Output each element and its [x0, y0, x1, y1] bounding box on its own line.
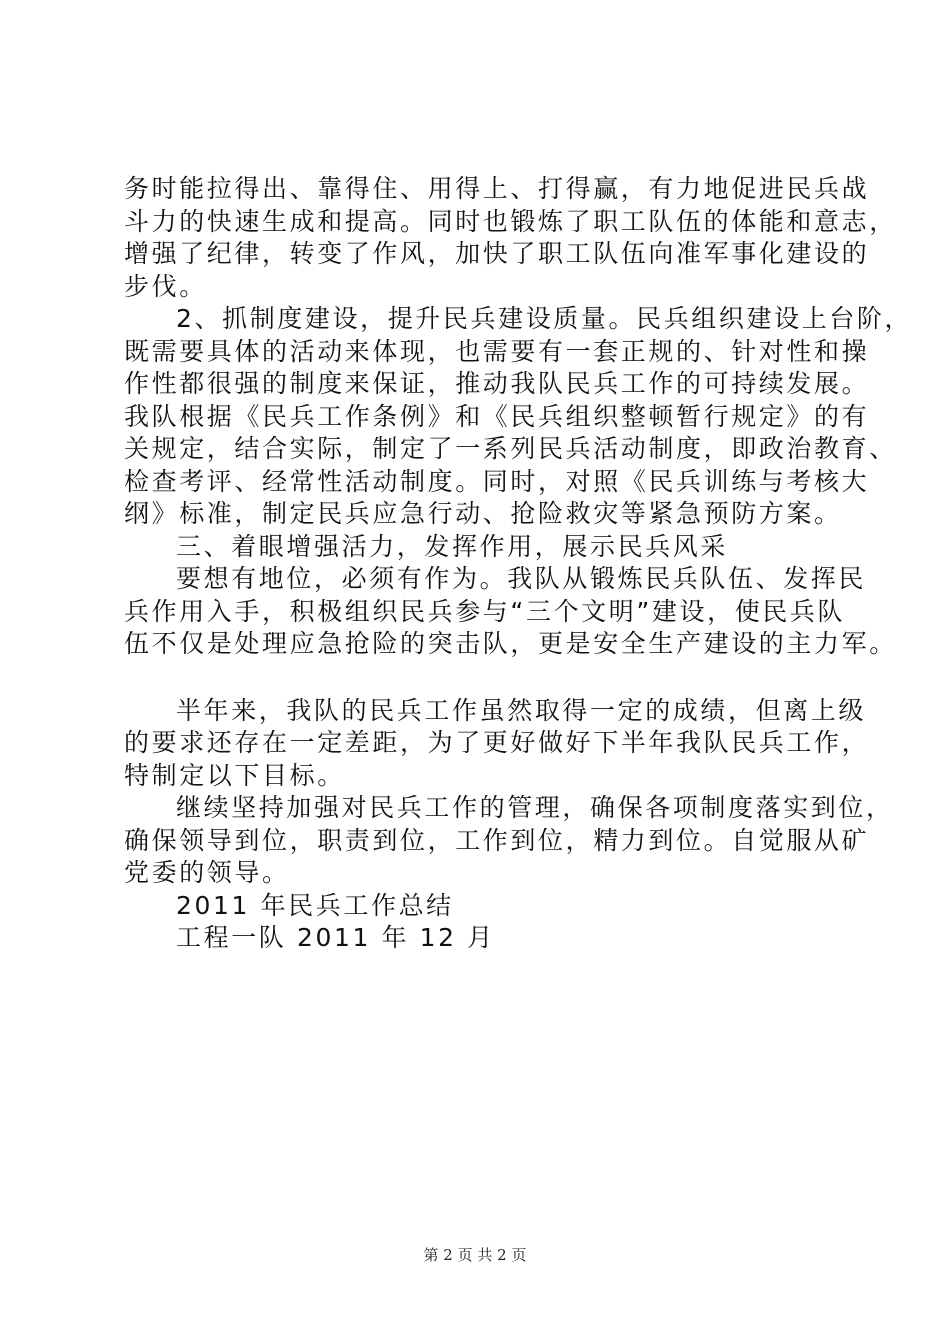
paragraph-line: 继续坚持加强对民兵工作的管理，确保各项制度落实到位， — [176, 793, 894, 822]
section-heading: 三、着眼增强活力，发挥作用，展示民兵风采 — [176, 531, 729, 561]
paragraph-line: 作性都很强的制度来保证，推动我队民兵工作的可持续发展。 — [124, 369, 870, 398]
paragraph-line: 特制定以下目标。 — [124, 760, 345, 790]
signature-line: 工程一队 2011 年 12 月 — [176, 923, 495, 952]
paragraph-line: 确保领导到位，职责到位，工作到位，精力到位。自觉服从矿 — [124, 825, 870, 855]
paragraph-line: 检查考评、经常性活动制度。同时，对照《民兵训练与考核大 — [124, 466, 870, 496]
paragraph-line: 斗力的快速生成和提高。同时也锻炼了职工队伍的体能和意志， — [124, 206, 897, 236]
paragraph-line: 兵作用入手，积极组织民兵参与“三个文明”建设，使民兵队 — [124, 596, 846, 626]
paragraph-gap — [124, 661, 844, 695]
paragraph-line: 的要求还存在一定差距，为了更好做好下半年我队民兵工作， — [124, 728, 870, 757]
paragraph-line: 纲》标准，制定民兵应急行动、抢险救灾等紧急预防方案。 — [124, 499, 842, 528]
paragraph-line: 关规定，结合实际，制定了一系列民兵活动制度，即政治教育、 — [124, 434, 897, 463]
paragraph-line: 党委的领导。 — [124, 858, 290, 887]
page-footer: 第 2 页 共 2 页 — [423, 1246, 527, 1264]
paragraph-line: 伍不仅是处理应急抢险的突击队，更是安全生产建设的主力军。 — [124, 629, 897, 658]
paragraph-line: 半年来，我队的民兵工作虽然取得一定的成绩，但离上级 — [176, 695, 867, 725]
paragraph-line: 要想有地位，必须有作为。我队从锻炼民兵队伍、发挥民 — [176, 564, 867, 593]
paragraph-line: 我队根据《民兵工作条例》和《民兵组织整顿暂行规定》的有 — [124, 401, 870, 431]
paragraph-line: 2、抓制度建设，提升民兵建设质量。民兵组织建设上台阶， — [176, 304, 913, 333]
paragraph-line: 增强了纪律，转变了作风，加快了职工队伍向准军事化建设的 — [124, 239, 870, 268]
paragraph-line: 步伐。 — [124, 271, 207, 301]
paragraph-line: 务时能拉得出、靠得住、用得上、打得赢，有力地促进民兵战 — [124, 174, 870, 203]
document-body — [124, 173, 913, 955]
document-title-line: 2011 年民兵工作总结 — [176, 890, 454, 920]
paragraph-line: 既需要具体的活动来体现，也需要有一套正规的、针对性和操 — [124, 336, 870, 366]
